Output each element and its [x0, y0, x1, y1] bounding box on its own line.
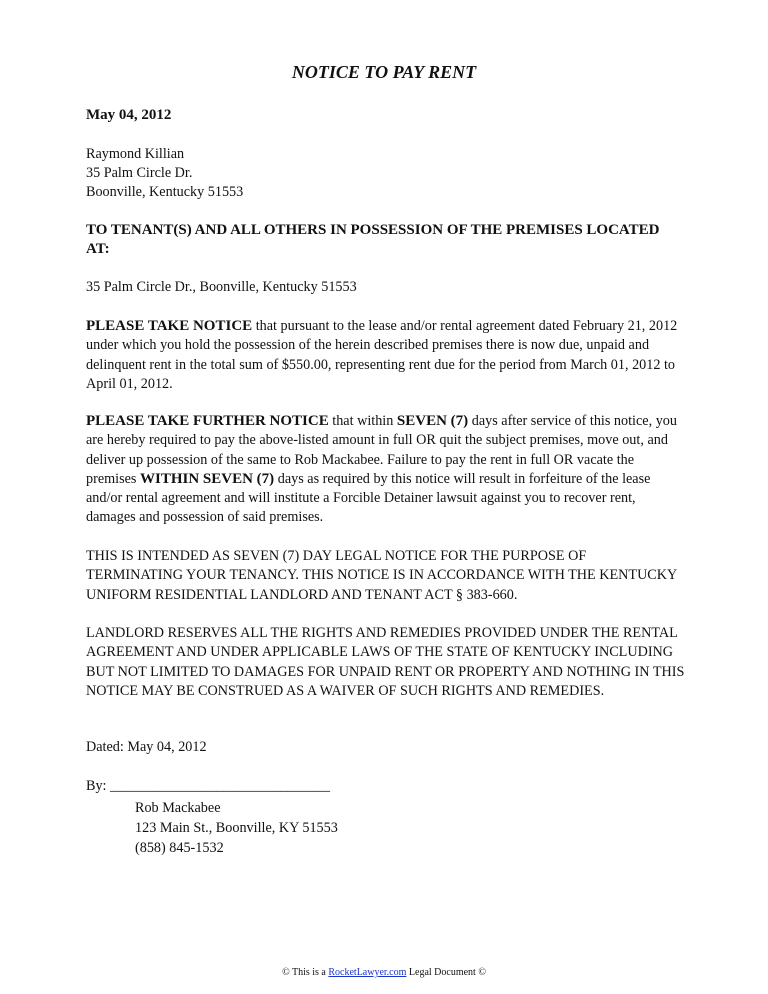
notice-body: that pursuant to the lease and/or rental agreement dated February 21, 2012 under which you hold the possession of the herein described premises there is now due, unpaid and delinquent rent in the total sum of $550.00, representing rent due for the period from March 01, 2012 to April 01, 2012.: [86, 318, 678, 392]
further-notice-text-2: days after service of this notice, you are hereby required to pay the above-listed amount in full OR quit the subject premises, move out, and deliver up possession of the same to Rob Mackabee. Failure to pay the rent in full OR vacate the premises: [86, 413, 677, 487]
landlord-phone: (858) 845-1532: [135, 840, 224, 856]
further-notice-lead: PLEASE TAKE FURTHER NOTICE: [86, 413, 329, 429]
notice-paragraph-2: [86, 412, 686, 528]
notice-lead: PLEASE TAKE NOTICE: [86, 318, 253, 334]
recipient-street: 35 Palm Circle Dr.: [86, 165, 193, 181]
footer-suffix: Legal Document ©: [406, 967, 486, 978]
further-notice-text-1: that within: [328, 413, 397, 429]
footer-prefix: © This is a: [282, 967, 329, 978]
landlord-name: Rob Mackabee: [135, 800, 221, 816]
document-title: NOTICE TO PAY RENT: [291, 62, 477, 82]
tenant-heading: TO TENANT(S) AND ALL OTHERS IN POSSESSION OF THE PREMISES LOCATED AT:: [86, 222, 660, 257]
signature-line: By: _______________________________: [86, 778, 330, 794]
landlord-address: 123 Main St., Boonville, KY 51553: [135, 820, 338, 836]
recipient-name: Raymond Killian: [86, 146, 185, 162]
footer: [0, 967, 768, 978]
premises-address: 35 Palm Circle Dr., Boonville, Kentucky 51553: [86, 279, 357, 295]
notice-date: May 04, 2012: [86, 107, 172, 123]
recipient-city: Boonville, Kentucky 51553: [86, 184, 244, 200]
further-notice-text-3: days as required by this notice will result in forfeiture of the lease and/or rental agreement and will institute a Forcible Detainer lawsuit against you to recover rent, damages and possession of said premises.: [86, 470, 651, 526]
recipient-address: [86, 145, 243, 202]
within-seven-bold: WITHIN SEVEN (7): [139, 470, 275, 487]
dated-line: Dated: May 04, 2012: [86, 739, 207, 755]
seven-days-bold: SEVEN (7): [396, 413, 469, 429]
notice-paragraph-1: [86, 317, 686, 394]
rocketlawyer-link[interactable]: RocketLawyer.com: [328, 967, 407, 978]
legal-notice-paragraph: THIS IS INTENDED AS SEVEN (7) DAY LEGAL NOTICE FOR THE PURPOSE OF TERMINATING YOUR TENANCY. THIS NOTICE IS IN ACCORDANCE WITH THE KENTUCKY UNIFORM RESIDENTIAL LANDLORD AND TENANT ACT § 383-660.: [86, 548, 677, 603]
landlord-block: [135, 798, 338, 858]
rights-reserved-paragraph: LANDLORD RESERVES ALL THE RIGHTS AND REMEDIES PROVIDED UNDER THE RENTAL AGREEMENT AND UNDER APPLICABLE LAWS OF THE STATE OF KENTUCKY INCLUDING BUT NOT LIMITED TO DAMAGES FOR UNPAID RENT OR PROPERTY AND NOTHING IN THIS NOTICE MAY BE CONSTRUED AS A WAIVER OF SUCH RIGHTS AND REMEDIES.: [86, 625, 685, 699]
